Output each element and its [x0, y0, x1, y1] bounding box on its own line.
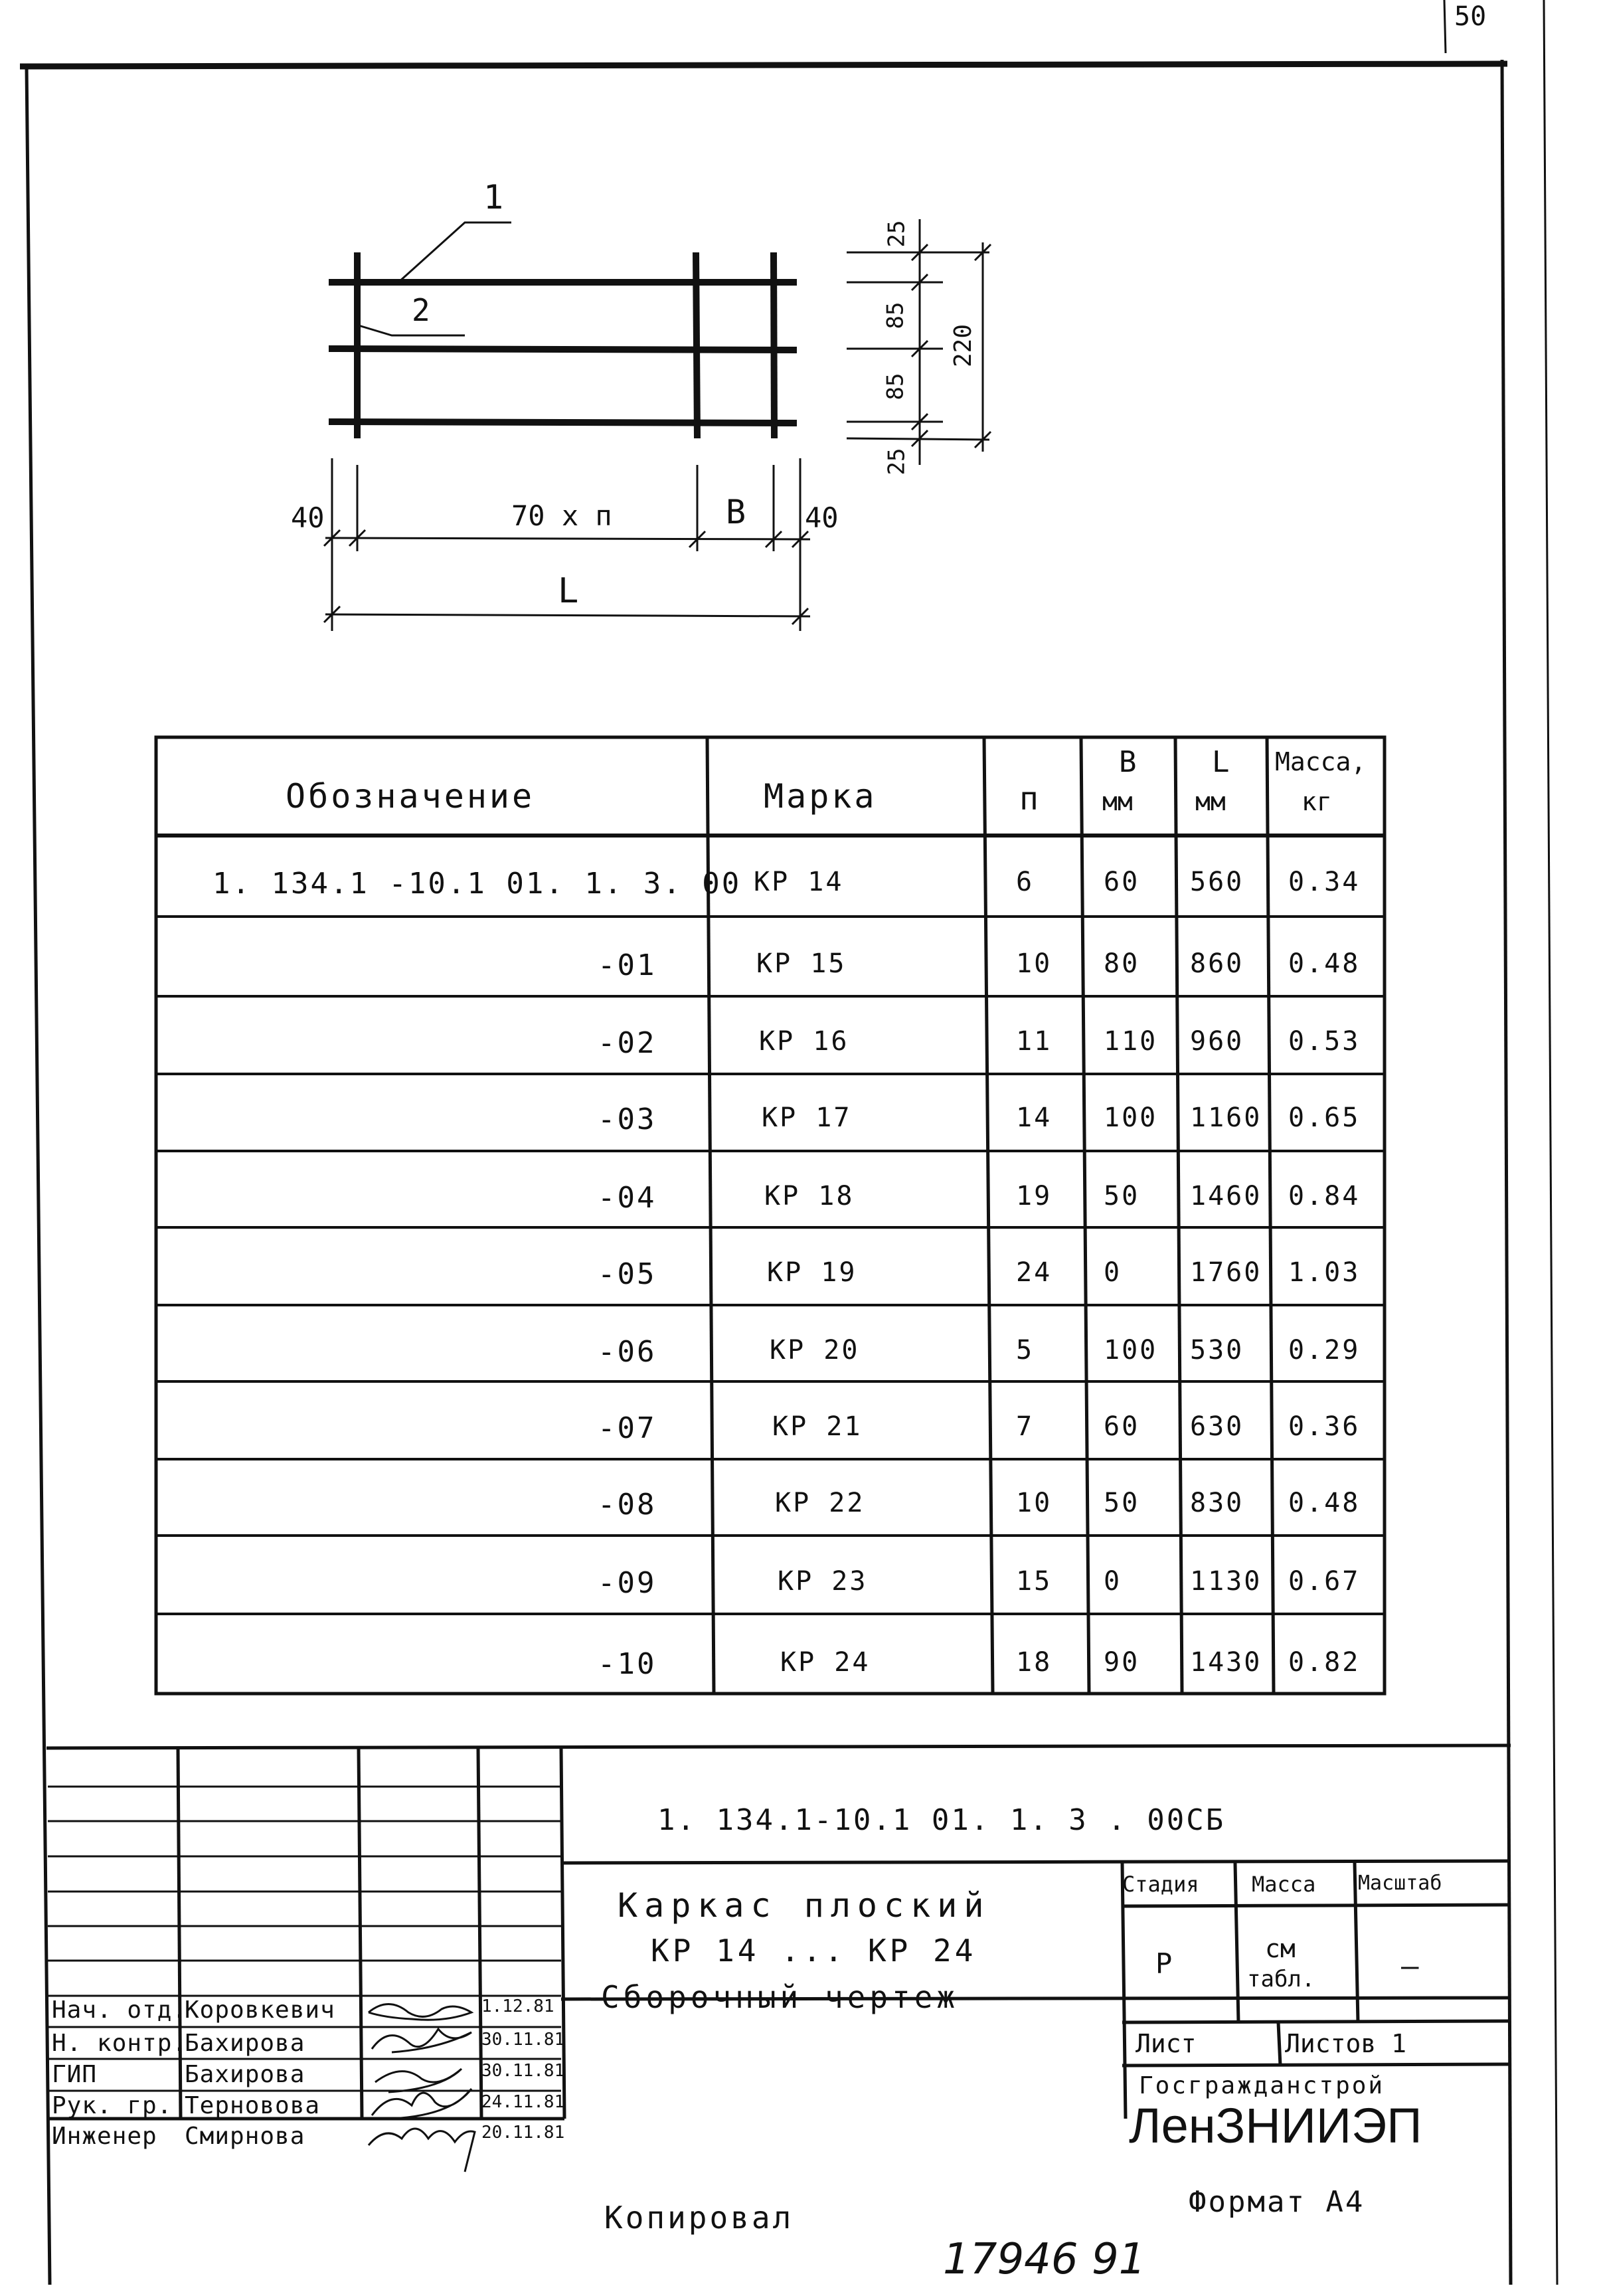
cell-mark: КР 14 — [754, 867, 844, 897]
sheet-label: Лист — [1136, 2029, 1197, 2058]
header-b-unit: мм — [1102, 787, 1133, 816]
sign-date: 30.11.81 — [481, 2030, 565, 2050]
cell-mass: 0.48 — [1288, 948, 1361, 979]
cell-designation: -08 — [598, 1488, 657, 1522]
cell-mass: 0.65 — [1288, 1103, 1361, 1133]
cell-mass: 0.82 — [1288, 1647, 1361, 1678]
sign-name: Коровкевич — [185, 1996, 335, 2024]
sign-date: 24.11.81 — [481, 2092, 565, 2112]
header-designation: Обозначение — [286, 777, 535, 816]
cell-l: 1130 — [1190, 1566, 1262, 1597]
cell-n: 15 — [1016, 1566, 1053, 1597]
archive-stamp: 17946 91 — [943, 2235, 1146, 2284]
leader-label-2: 2 — [412, 292, 430, 328]
cell-b: 100 — [1104, 1103, 1158, 1133]
cell-b: 90 — [1104, 1647, 1140, 1678]
cell-l: 960 — [1190, 1026, 1244, 1057]
cell-n: 18 — [1016, 1647, 1053, 1678]
cell-mass: 0.84 — [1288, 1181, 1361, 1211]
cell-n: 14 — [1016, 1103, 1053, 1133]
header-l: L — [1212, 745, 1230, 779]
cell-l: 1160 — [1190, 1103, 1262, 1133]
cell-designation: -06 — [598, 1335, 657, 1369]
cell-l: 1430 — [1190, 1647, 1262, 1678]
cross-bar-2 — [696, 252, 697, 438]
sheet-edge-line — [1544, 0, 1557, 2285]
cell-n: 24 — [1016, 1257, 1053, 1288]
header-mark: Марка — [764, 777, 877, 816]
mass-value-2: табл. — [1247, 1966, 1315, 1992]
cell-designation: -04 — [598, 1181, 657, 1215]
leader-1 — [398, 222, 511, 282]
cell-b: 60 — [1104, 867, 1140, 897]
cell-n: 10 — [1016, 1488, 1053, 1518]
cell-mark: КР 17 — [762, 1103, 852, 1133]
cell-mark: КР 15 — [756, 948, 847, 979]
dim-label-mid: 70 x п — [511, 499, 612, 532]
cell-mass: 0.67 — [1288, 1566, 1361, 1597]
cell-l: 1460 — [1190, 1181, 1262, 1211]
sign-name: Бахирова — [185, 2030, 305, 2057]
cell-l: 830 — [1190, 1488, 1244, 1518]
title-line-3: Сборочный чертеж — [601, 1979, 960, 2015]
cell-n: 6 — [1016, 867, 1035, 897]
frame-right-line — [1502, 60, 1511, 2285]
cell-b: 110 — [1104, 1026, 1158, 1057]
cell-l: 1760 — [1190, 1257, 1262, 1288]
signature-5 — [369, 2129, 475, 2172]
cell-mark: КР 16 — [759, 1026, 849, 1057]
header-b: В — [1119, 745, 1137, 779]
cell-designation: -07 — [598, 1411, 657, 1445]
longitudinal-bar-mid — [329, 349, 797, 350]
signature-4 — [372, 2089, 471, 2119]
cell-n: 19 — [1016, 1181, 1053, 1211]
cell-n: 7 — [1016, 1411, 1035, 1442]
cell-n: 10 — [1016, 948, 1053, 979]
format-label: Формат А4 — [1189, 2185, 1365, 2219]
sign-name: Терновова — [185, 2092, 321, 2119]
cell-b: 50 — [1104, 1488, 1140, 1518]
cell-l: 630 — [1190, 1411, 1244, 1442]
cell-mass: 1.03 — [1288, 1257, 1361, 1288]
dim-vert-total: 220 — [950, 323, 977, 368]
cell-mass: 0.34 — [1288, 867, 1361, 897]
page-number: 50 — [1454, 1, 1487, 32]
sign-date: 20.11.81 — [481, 2123, 565, 2143]
cell-mass: 0.29 — [1288, 1335, 1361, 1366]
leader-label-1: 1 — [483, 178, 504, 217]
sign-date: 30.11.81 — [481, 2061, 565, 2081]
cell-n: 11 — [1016, 1026, 1053, 1057]
cell-b: 50 — [1104, 1181, 1140, 1211]
cell-n: 5 — [1016, 1335, 1035, 1366]
sign-name: Смирнова — [185, 2123, 305, 2150]
header-mass-unit: кг — [1302, 787, 1332, 816]
sheets-label: Листов 1 — [1285, 2029, 1407, 2058]
sign-role: ГИП — [52, 2061, 98, 2088]
sign-role: Инженер — [52, 2123, 157, 2150]
cell-designation: 1. 134.1 -10.1 01. 1. 3. 00 — [212, 867, 742, 901]
dim-vert-25-top: 25 — [883, 220, 910, 248]
cell-b: 80 — [1104, 948, 1140, 979]
document-code: 1. 134.1-10.1 01. 1. 3 . 00СБ — [657, 1803, 1226, 1837]
cell-l: 530 — [1190, 1335, 1244, 1366]
stage-value: Р — [1155, 1947, 1173, 1980]
cell-b: 100 — [1104, 1335, 1158, 1366]
title-line-1: Каркас плоский — [618, 1886, 991, 1925]
cell-mark: КР 23 — [778, 1566, 868, 1597]
scale-label: Масштаб — [1358, 1872, 1442, 1895]
signature-2 — [372, 2029, 471, 2052]
scale-value: — — [1401, 1949, 1419, 1983]
sign-date: 1.12.81 — [481, 1996, 554, 2016]
cell-designation: -02 — [598, 1026, 657, 1060]
stage-label: Стадия — [1122, 1872, 1199, 1897]
cell-b: 0 — [1104, 1257, 1122, 1288]
copied-label: Копировал — [604, 2200, 794, 2236]
mass-label: Масса — [1252, 1872, 1316, 1897]
cell-l: 560 — [1190, 867, 1244, 897]
org-line-1: Госгражданстрой — [1139, 2072, 1385, 2099]
dim-vert-85-a: 85 — [882, 302, 909, 329]
signature-scribbles — [369, 2004, 475, 2172]
cell-mass: 0.48 — [1288, 1488, 1361, 1518]
cell-l: 860 — [1190, 948, 1244, 979]
sign-role: Рук. гр. — [52, 2092, 173, 2119]
cell-mark: КР 22 — [775, 1488, 865, 1518]
cell-b: 60 — [1104, 1411, 1140, 1442]
cell-mark: КР 21 — [772, 1411, 863, 1442]
cell-mark: КР 24 — [780, 1647, 871, 1678]
carcass-sketch — [324, 219, 991, 631]
signature-1 — [369, 2004, 471, 2020]
frame-top-line — [20, 64, 1507, 66]
longitudinal-bar-bottom — [329, 422, 797, 423]
dim-label-total: L — [558, 571, 579, 611]
dim-label-b: В — [726, 493, 746, 531]
cell-designation: -10 — [598, 1647, 657, 1681]
header-mass: Масса, — [1275, 747, 1367, 776]
dim-line-parts — [325, 538, 810, 539]
cell-designation: -01 — [598, 948, 657, 982]
cell-mass: 0.53 — [1288, 1026, 1361, 1057]
dim-label-left: 40 — [291, 501, 325, 534]
signature-3 — [375, 2069, 462, 2092]
mass-value-1: см — [1265, 1934, 1296, 1963]
cell-designation: -05 — [598, 1257, 657, 1291]
cell-mark: КР 18 — [764, 1181, 855, 1211]
org-line-2: ЛенЗНИИЭП — [1129, 2098, 1422, 2153]
cell-mark: КР 19 — [767, 1257, 857, 1288]
dim-vert-85-b: 85 — [882, 373, 909, 400]
cell-b: 0 — [1104, 1566, 1122, 1597]
title-line-2: КР 14 ... КР 24 — [651, 1933, 977, 1969]
dim-vert-25-bottom: 25 — [883, 448, 910, 476]
dim-label-right: 40 — [805, 501, 839, 534]
sign-role: Н. контр. — [52, 2030, 188, 2057]
sign-role: Нач. отд. — [52, 1996, 188, 2024]
cell-mark: КР 20 — [770, 1335, 860, 1366]
frame-left-line — [27, 66, 50, 2285]
cell-mass: 0.36 — [1288, 1411, 1361, 1442]
header-n: п — [1019, 780, 1041, 818]
page-number-mark — [1444, 0, 1446, 53]
header-l-unit: мм — [1195, 787, 1226, 816]
cell-designation: -09 — [598, 1566, 657, 1600]
cell-designation: -03 — [598, 1103, 657, 1136]
dim-line-total — [325, 614, 810, 616]
sign-name: Бахирова — [185, 2061, 305, 2088]
